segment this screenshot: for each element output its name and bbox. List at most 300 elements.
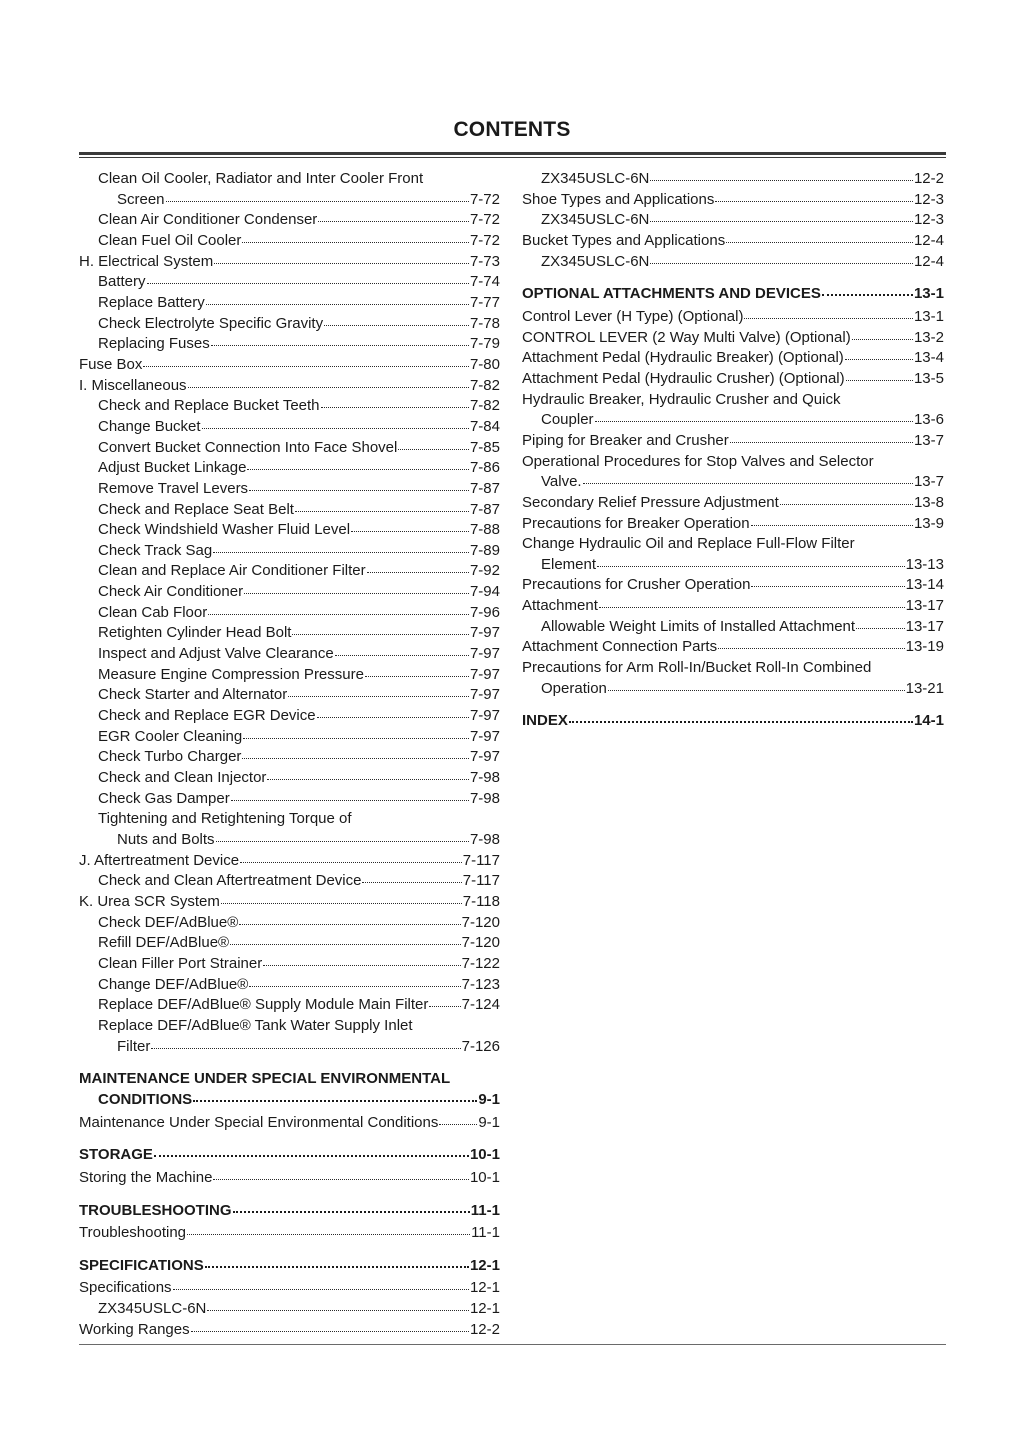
toc-entry-leader-line	[79, 665, 500, 686]
toc-entry[interactable]	[79, 417, 500, 438]
toc-entry-leader-line	[522, 307, 944, 328]
page-number: 7-97	[469, 748, 500, 766]
toc-entry-leader-line	[79, 396, 500, 417]
toc-entry-title: Fuse Box	[79, 355, 143, 373]
dot-leader	[230, 943, 461, 945]
toc-entry-leader-line	[522, 410, 944, 431]
toc-entry-leader-line	[522, 679, 944, 700]
toc-entry-leader-line	[79, 355, 500, 376]
page-number: 11-1	[471, 1224, 500, 1242]
toc-entry-leader-line	[79, 479, 500, 500]
toc-entry[interactable]	[79, 314, 500, 335]
toc-entry[interactable]	[79, 541, 500, 562]
dot-leader	[321, 406, 469, 408]
title-rule-thin	[79, 157, 946, 158]
page-number: 7-77	[469, 293, 500, 311]
page-number: 7-72	[469, 190, 500, 208]
toc-entry[interactable]	[79, 685, 500, 706]
dot-leader	[249, 489, 469, 491]
toc-entry-title: Battery	[98, 273, 146, 291]
dot-leader	[780, 503, 913, 505]
toc-entry-title: Change DEF/AdBlue®	[98, 975, 249, 993]
toc-entry[interactable]	[79, 376, 500, 397]
toc-entry[interactable]	[522, 575, 944, 596]
dot-leader	[730, 441, 913, 443]
page-number: 7-118	[462, 892, 500, 910]
toc-entry[interactable]	[522, 596, 944, 617]
toc-entry[interactable]	[522, 328, 944, 349]
dot-leader	[398, 448, 469, 450]
toc-entry-leader-line	[79, 892, 500, 913]
dot-leader	[599, 606, 905, 608]
toc-entry-leader-line	[79, 561, 500, 582]
toc-entry[interactable]	[79, 1016, 500, 1057]
toc-entry-title: Secondary Relief Pressure Adjustment	[522, 493, 779, 511]
toc-entry[interactable]	[79, 231, 500, 252]
toc-entry-title-line	[522, 390, 944, 411]
page-number: 13-5	[913, 369, 944, 387]
toc-entry-title: Check Track Sag	[98, 541, 213, 559]
dot-leader	[583, 482, 913, 484]
dot-leader	[216, 840, 469, 842]
toc-entry[interactable]	[79, 747, 500, 768]
dot-leader	[845, 358, 913, 360]
dot-leader	[143, 365, 469, 367]
page-number: 13-14	[905, 576, 944, 594]
dot-leader	[744, 317, 912, 319]
page-number: 13-17	[905, 617, 944, 635]
dot-leader	[191, 1330, 469, 1332]
toc-entry[interactable]	[79, 169, 500, 210]
toc-entry[interactable]	[522, 307, 944, 328]
toc-entry-leader-line	[79, 293, 500, 314]
page-number: 13-1	[913, 307, 944, 325]
toc-entry[interactable]	[79, 809, 500, 850]
dot-leader	[187, 1233, 470, 1235]
dot-leader	[318, 220, 469, 222]
toc-section-heading[interactable]	[79, 1069, 500, 1110]
dot-leader	[166, 200, 469, 202]
dot-leader	[317, 716, 469, 718]
toc-entry[interactable]	[79, 561, 500, 582]
toc-entry[interactable]	[79, 892, 500, 913]
toc-entry-title: Check Gas Damper	[98, 789, 230, 807]
toc-entry[interactable]	[79, 1278, 500, 1299]
toc-entry-leader-line	[522, 190, 944, 211]
toc-entry-leader-line	[79, 747, 500, 768]
dot-leader	[207, 1309, 469, 1311]
toc-entry-title: Check Electrolyte Specific Gravity	[98, 314, 324, 332]
toc-entry-leader-line	[522, 555, 944, 576]
toc-entry-leader-line	[79, 954, 500, 975]
toc-entry-leader-line	[79, 252, 500, 273]
toc-entry[interactable]	[522, 617, 944, 638]
dot-leader	[243, 737, 469, 739]
toc-right-column	[522, 169, 944, 734]
page-number: 7-97	[469, 665, 500, 683]
toc-entry-leader-line	[79, 438, 500, 459]
toc-entry[interactable]	[522, 452, 944, 493]
toc-entry-title-line	[522, 534, 944, 555]
page-number: 7-97	[469, 686, 500, 704]
dot-leader	[362, 881, 461, 883]
page-number: 7-97	[469, 645, 500, 663]
page-number: 7-97	[469, 624, 500, 642]
toc-entry[interactable]	[79, 293, 500, 314]
toc-entry-leader-line	[79, 541, 500, 562]
section-title: STORAGE	[79, 1146, 153, 1164]
toc-entry-title: ZX345USLC-6N	[541, 170, 650, 187]
toc-entry-leader-line	[79, 789, 500, 810]
toc-entry-leader-line	[79, 376, 500, 397]
toc-entry[interactable]	[79, 706, 500, 727]
toc-entry-leader-line	[79, 1278, 500, 1299]
toc-entry[interactable]	[522, 169, 944, 190]
page-number: 7-98	[469, 789, 500, 807]
page-number: 9-1	[478, 1113, 500, 1131]
page-number: 7-74	[469, 273, 500, 291]
toc-entry[interactable]	[79, 500, 500, 521]
toc-entry[interactable]	[522, 658, 944, 699]
toc-entry-title: ZX345USLC-6N	[541, 211, 650, 229]
page-number: 7-98	[469, 831, 500, 848]
section-title: SPECIFICATIONS	[79, 1256, 204, 1274]
dot-leader	[856, 627, 905, 629]
toc-entry[interactable]	[522, 190, 944, 211]
dot-leader	[244, 592, 469, 594]
toc-entry-title-line	[522, 452, 944, 473]
dot-leader	[240, 861, 462, 863]
toc-entry-title: Check and Clean Injector	[98, 769, 267, 787]
toc-entry-title: Check and Replace Seat Belt	[98, 500, 294, 518]
dot-leader	[367, 571, 469, 573]
toc-entry-title: Inspect and Adjust Valve Clearance	[98, 645, 334, 663]
dot-leader	[439, 1123, 477, 1125]
toc-entry[interactable]	[522, 390, 944, 431]
toc-entry-leader-line	[79, 1223, 500, 1244]
toc-entry-leader-line	[79, 727, 500, 748]
toc-entry[interactable]	[79, 479, 500, 500]
toc-entry-title: Replace DEF/AdBlue® Supply Module Main Filter	[98, 996, 429, 1014]
toc-entry-title: Control Lever (H Type) (Optional)	[522, 307, 744, 325]
toc-entry[interactable]	[79, 768, 500, 789]
toc-entry[interactable]	[79, 623, 500, 644]
toc-entry-title: Replace DEF/AdBlue® Tank Water Supply Inlet	[98, 1016, 413, 1034]
dot-leader	[715, 200, 913, 202]
dot-leader	[608, 689, 905, 691]
toc-entry-title-line	[79, 1016, 500, 1037]
page-number: 7-87	[469, 479, 500, 497]
page-number: 13-6	[913, 411, 944, 429]
page-number: 7-80	[469, 355, 500, 373]
toc-entry[interactable]	[79, 644, 500, 665]
toc-entry[interactable]	[79, 603, 500, 624]
toc-entry-leader-line	[79, 1037, 500, 1058]
dot-leader	[154, 1154, 469, 1157]
toc-section-heading[interactable]	[79, 1145, 500, 1166]
toc-entry[interactable]	[79, 355, 500, 376]
toc-entry[interactable]	[522, 348, 944, 369]
toc-entry-title: Precautions for Arm Roll-In/Bucket Roll-In Combined	[522, 659, 872, 677]
toc-entry-leader-line	[79, 603, 500, 624]
toc-entry-title: Precautions for Breaker Operation	[522, 514, 750, 532]
dot-leader	[239, 923, 460, 925]
toc-entry-title-line	[79, 809, 500, 830]
dot-leader	[173, 1288, 469, 1290]
toc-entry[interactable]	[522, 210, 944, 231]
toc-entry-title: Clean Filler Port Strainer	[98, 954, 263, 972]
toc-entry[interactable]	[79, 396, 500, 417]
page-number: 7-117	[462, 851, 500, 869]
toc-entry[interactable]	[79, 954, 500, 975]
page-number: 7-117	[462, 872, 500, 890]
toc-entry-leader-line	[522, 328, 944, 349]
toc-entry-leader-line	[522, 514, 944, 535]
toc-entry-leader-line	[79, 706, 500, 727]
toc-section-heading[interactable]	[79, 1201, 500, 1222]
page-number: 12-2	[913, 170, 944, 187]
toc-entry[interactable]	[79, 520, 500, 541]
page-number: 13-4	[913, 349, 944, 367]
dot-leader	[718, 647, 905, 649]
toc-entry-title: Refill DEF/AdBlue®	[98, 934, 230, 952]
toc-entry-title-continued: Nuts and Bolts	[117, 831, 215, 848]
toc-entry-leader-line	[79, 272, 500, 293]
toc-entry[interactable]	[79, 789, 500, 810]
dot-leader	[335, 654, 469, 656]
page-number: 9-1	[478, 1090, 500, 1108]
toc-entry-title: Check and Replace Bucket Teeth	[98, 397, 320, 415]
toc-entry[interactable]	[522, 369, 944, 390]
dot-leader	[595, 420, 913, 422]
toc-entry-title: EGR Cooler Cleaning	[98, 727, 243, 745]
toc-entry[interactable]	[79, 1223, 500, 1244]
toc-entry[interactable]	[79, 665, 500, 686]
dot-leader	[151, 1047, 460, 1049]
toc-entry[interactable]	[79, 438, 500, 459]
toc-entry[interactable]	[79, 727, 500, 748]
toc-entry-title: H. Electrical System	[79, 252, 214, 270]
toc-entry[interactable]	[79, 995, 500, 1016]
page-number: 7-122	[461, 954, 500, 972]
page-number: 13-8	[913, 493, 944, 511]
toc-entry-title: I. Miscellaneous	[79, 376, 187, 394]
toc-section-heading[interactable]	[79, 1256, 500, 1277]
toc-entry[interactable]	[522, 637, 944, 658]
toc-entry-leader-line	[79, 1320, 500, 1341]
toc-entry-leader-line	[522, 596, 944, 617]
page-title: CONTENTS	[453, 118, 571, 141]
toc-entry[interactable]	[79, 582, 500, 603]
dot-leader	[751, 524, 913, 526]
page-number: 7-84	[469, 417, 500, 435]
dot-leader	[569, 720, 913, 723]
page-number: 7-79	[469, 335, 500, 353]
dot-leader	[213, 1178, 469, 1180]
toc-entry-title: Clean and Replace Air Conditioner Filter	[98, 562, 366, 580]
toc-entry-leader-line	[522, 617, 944, 638]
toc-entry-leader-line	[79, 520, 500, 541]
toc-entry-title-continued: Element	[541, 555, 597, 573]
toc-entry-title: Attachment Pedal (Hydraulic Crusher) (Optional)	[522, 369, 845, 387]
page-number: 7-120	[461, 934, 500, 952]
dot-leader	[292, 633, 469, 635]
toc-entry-leader-line	[79, 334, 500, 355]
page-number: 13-7	[913, 431, 944, 449]
toc-entry-title: Check and Replace EGR Device	[98, 707, 316, 725]
toc-entry[interactable]	[79, 272, 500, 293]
dot-leader	[231, 799, 469, 801]
toc-entry[interactable]	[79, 1113, 500, 1134]
toc-entry-leader-line	[522, 472, 944, 493]
toc-entry[interactable]	[522, 431, 944, 452]
toc-entry-title: Measure Engine Compression Pressure	[98, 665, 364, 683]
toc-entry-title: Retighten Cylinder Head Bolt	[98, 624, 292, 642]
toc-entry-leader-line	[79, 851, 500, 872]
toc-entry-leader-line	[79, 975, 500, 996]
toc-entry-leader-line	[79, 623, 500, 644]
toc-entry[interactable]	[79, 933, 500, 954]
toc-entry-title-line	[79, 1069, 500, 1090]
page-number: 10-1	[469, 1146, 500, 1164]
page-number: 7-96	[469, 603, 500, 621]
toc-entry-leader-line	[79, 500, 500, 521]
toc-entry-title-continued: Operation	[541, 679, 607, 697]
toc-entry[interactable]	[79, 252, 500, 273]
dot-leader	[249, 985, 460, 987]
toc-entry-leader-line	[79, 1145, 500, 1166]
page-number: 13-21	[905, 679, 944, 697]
toc-entry[interactable]	[79, 975, 500, 996]
toc-entry-title-line	[522, 658, 944, 679]
page-number: 7-126	[461, 1037, 500, 1055]
toc-entry-leader-line	[522, 431, 944, 452]
toc-entry[interactable]	[79, 851, 500, 872]
dot-leader	[429, 1005, 460, 1007]
toc-entry[interactable]	[79, 1320, 500, 1341]
toc-entry-leader-line	[79, 417, 500, 438]
toc-entry-leader-line	[79, 190, 500, 211]
toc-entry-leader-line	[79, 1168, 500, 1189]
dot-leader	[650, 179, 913, 181]
dot-leader	[324, 324, 469, 326]
toc-entry[interactable]	[79, 913, 500, 934]
toc-entry-leader-line	[79, 210, 500, 231]
toc-entry-title: Convert Bucket Connection Into Face Shovel	[98, 438, 398, 456]
toc-entry-title: Precautions for Crusher Operation	[522, 576, 751, 594]
toc-entry-title-continued: Coupler	[541, 411, 594, 429]
toc-entry-leader-line	[79, 685, 500, 706]
toc-section-heading[interactable]	[522, 284, 944, 305]
toc-entry-leader-line	[522, 252, 944, 273]
toc-entry-title: ZX345USLC-6N	[98, 1300, 207, 1318]
toc-entry[interactable]	[79, 210, 500, 231]
toc-entry-title-continued: Filter	[117, 1037, 151, 1055]
page-number: 13-13	[905, 555, 944, 573]
toc-entry-title: Troubleshooting	[79, 1224, 187, 1242]
toc-entry-title: Maintenance Under Special Environmental Conditions	[79, 1113, 439, 1131]
toc-entry[interactable]	[79, 334, 500, 355]
toc-entry-title-continued: Valve.	[541, 473, 582, 491]
toc-entry[interactable]	[522, 514, 944, 535]
toc-entry-leader-line	[79, 1113, 500, 1134]
dot-leader	[242, 757, 469, 759]
toc-entry-title: Tightening and Retightening Torque of	[98, 810, 352, 828]
page-number: 12-1	[469, 1279, 500, 1297]
page-number: 12-3	[913, 190, 944, 208]
toc-entry-leader-line	[522, 210, 944, 231]
toc-entry-title: Replace Battery	[98, 293, 205, 311]
page-number: 12-1	[469, 1256, 500, 1274]
toc-entry-title-line	[79, 169, 500, 190]
page-number: 12-4	[913, 231, 944, 249]
dot-leader	[147, 282, 469, 284]
page-number: 13-19	[905, 638, 944, 656]
toc-entry-title: Working Ranges	[79, 1320, 190, 1338]
toc-entry-leader-line	[522, 575, 944, 596]
dot-leader	[351, 530, 469, 532]
dot-leader	[822, 293, 913, 296]
toc-entry-leader-line	[522, 711, 944, 732]
toc-entry[interactable]	[79, 1168, 500, 1189]
toc-entry-title: CONTROL LEVER (2 Way Multi Valve) (Optional)	[522, 328, 851, 346]
toc-entry-title: ZX345USLC-6N	[541, 252, 650, 270]
page-number: 12-3	[913, 211, 944, 229]
toc-entry-leader-line	[79, 913, 500, 934]
toc-entry[interactable]	[522, 493, 944, 514]
page-number: 10-1	[469, 1168, 500, 1186]
toc-entry-title: Storing the Machine	[79, 1168, 213, 1186]
page-number: 11-1	[470, 1201, 500, 1219]
dot-leader	[233, 1210, 470, 1213]
toc-entry[interactable]	[522, 231, 944, 252]
toc-entry-title: Shoe Types and Applications	[522, 190, 715, 208]
toc-entry-leader-line	[79, 1090, 500, 1111]
toc-entry[interactable]	[522, 534, 944, 575]
toc-entry-leader-line	[79, 830, 500, 851]
dot-leader	[242, 241, 469, 243]
page-number: 13-9	[913, 514, 944, 532]
page-number: 7-92	[469, 562, 500, 580]
dot-leader	[214, 262, 469, 264]
dot-leader	[846, 379, 913, 381]
toc-entry-title: Piping for Breaker and Crusher	[522, 431, 729, 449]
page-number: 7-88	[469, 521, 500, 539]
toc-entry[interactable]	[79, 871, 500, 892]
toc-entry[interactable]	[79, 458, 500, 479]
toc-entry[interactable]	[79, 1299, 500, 1320]
dot-leader	[205, 1265, 469, 1268]
toc-entry-leader-line	[79, 933, 500, 954]
section-title: OPTIONAL ATTACHMENTS AND DEVICES	[522, 285, 821, 303]
dot-leader	[852, 338, 913, 340]
page-number: 7-89	[469, 541, 500, 559]
dot-leader	[221, 902, 462, 904]
page-number: 7-72	[469, 211, 500, 229]
section-title: INDEX	[522, 712, 568, 730]
dot-leader	[263, 964, 460, 966]
toc-left-column	[79, 169, 500, 1340]
toc-entry[interactable]	[522, 252, 944, 273]
toc-entry-title: Check DEF/AdBlue®	[98, 913, 239, 931]
toc-entry-title: Adjust Bucket Linkage	[98, 459, 247, 477]
page-number: 7-120	[461, 913, 500, 931]
toc-section-heading[interactable]	[522, 711, 944, 732]
toc-entry-title: Check Starter and Alternator	[98, 686, 288, 704]
toc-entry-leader-line	[522, 348, 944, 369]
toc-entry-leader-line	[79, 1299, 500, 1320]
page-number: 7-82	[469, 397, 500, 415]
